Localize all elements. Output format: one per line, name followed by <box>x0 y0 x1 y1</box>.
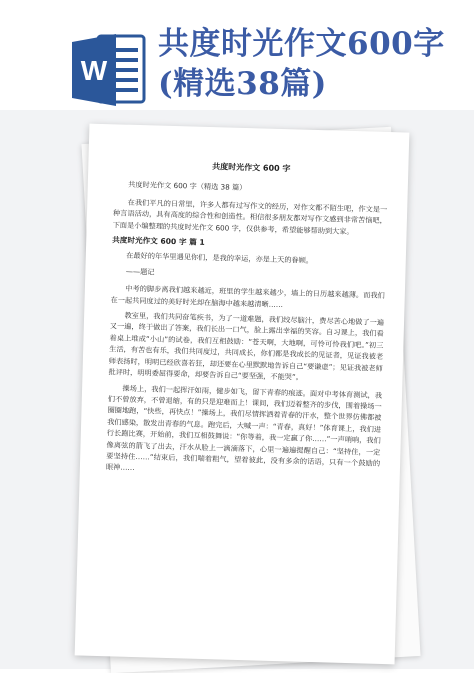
header <box>0 0 474 110</box>
epigraph-signature: ——题记 <box>125 266 155 277</box>
document-title: 共度时光作文 600 字 <box>212 162 291 174</box>
document-subtitle: 共度时光作文 600 字（精选 38 篇） <box>128 180 247 193</box>
epigraph: 在最好的年华里遇见你们，是我的幸运，亦是上天的眷顾。 <box>126 251 314 266</box>
svg-text:W: W <box>80 55 108 86</box>
body-paragraph: 中考的脚步离我们越来越近，班里的学生越来越少，墙上的日历越来越薄。而我们在一起共同度过的美好时光却在脑海中越来越清晰…… <box>110 283 385 309</box>
section-heading: 共度时光作文 600 字 篇 1 <box>112 235 205 247</box>
document-page <box>75 124 410 665</box>
intro-paragraph: 在我们平凡的日常里，许多人都有过写作文的经历，对作文都不陌生吧，作文是一种言语活动，具有高度的综合性和创造性。相信很多朋友都对写作文感到非常苦恼吧，下面是小编整理的共度时光作文 600 字，仅供参考，希望能够帮助到大家。 <box>112 197 388 236</box>
word-document-icon <box>68 28 152 112</box>
body-paragraph: 操场上，我们一起挥汗如雨，健步如飞，留下青春的痕迹。面对中考体育测试，我们不曾放弃，不曾退缩，有的只是迎难而上！课间，我们迈着整齐的步伐，围着操场一圈圈地跑，“快些，再快点！”操场上，我们尽情挥洒着青春的汗水，整个世界仿佛都被我们感染，散发出青春的气息。跑完后，大喊一声：“青春，真好！”体育课上，我们进行长跑比赛，开始前，我们互相鼓舞说：“你等着，我一定赢了你……”一声哨响，我们像离弦的箭飞了出去，汗水从脸上一滴滴落下，心里一遍遍提醒自己：“坚持住，一定要坚持住……”结束后，我们喘着粗气，望着彼此，没有多余的话语，只有一个鼓励的眼神…… <box>105 383 383 473</box>
body-paragraph: 教室里，我们共同奋笔疾书，为了一道难题，我们绞尽脑汁，费尽苦心地做了一遍又一遍，终于做出了答案，我们长出一口气，脸上露出幸福的笑容。自习课上，我们看着桌上堆成“小山”的试卷，我们互相鼓励：“苍天啊，大地啊，可怜可怜我们吧。”初三生活，有苦也有乐，我们共同度过，共同成长，你们都是我成长的见证者，见证我被老师表扬时，明明已经欣喜若狂，却还要在心里默默地告诉自己“要谦虚”；见证我被老师批评时，明明委屈得要命，却要告诉自己“要坚强，不能哭”。 <box>108 310 385 382</box>
document-content <box>106 158 389 484</box>
page-title: 共度时光作文600字(精选38篇) <box>158 26 445 102</box>
